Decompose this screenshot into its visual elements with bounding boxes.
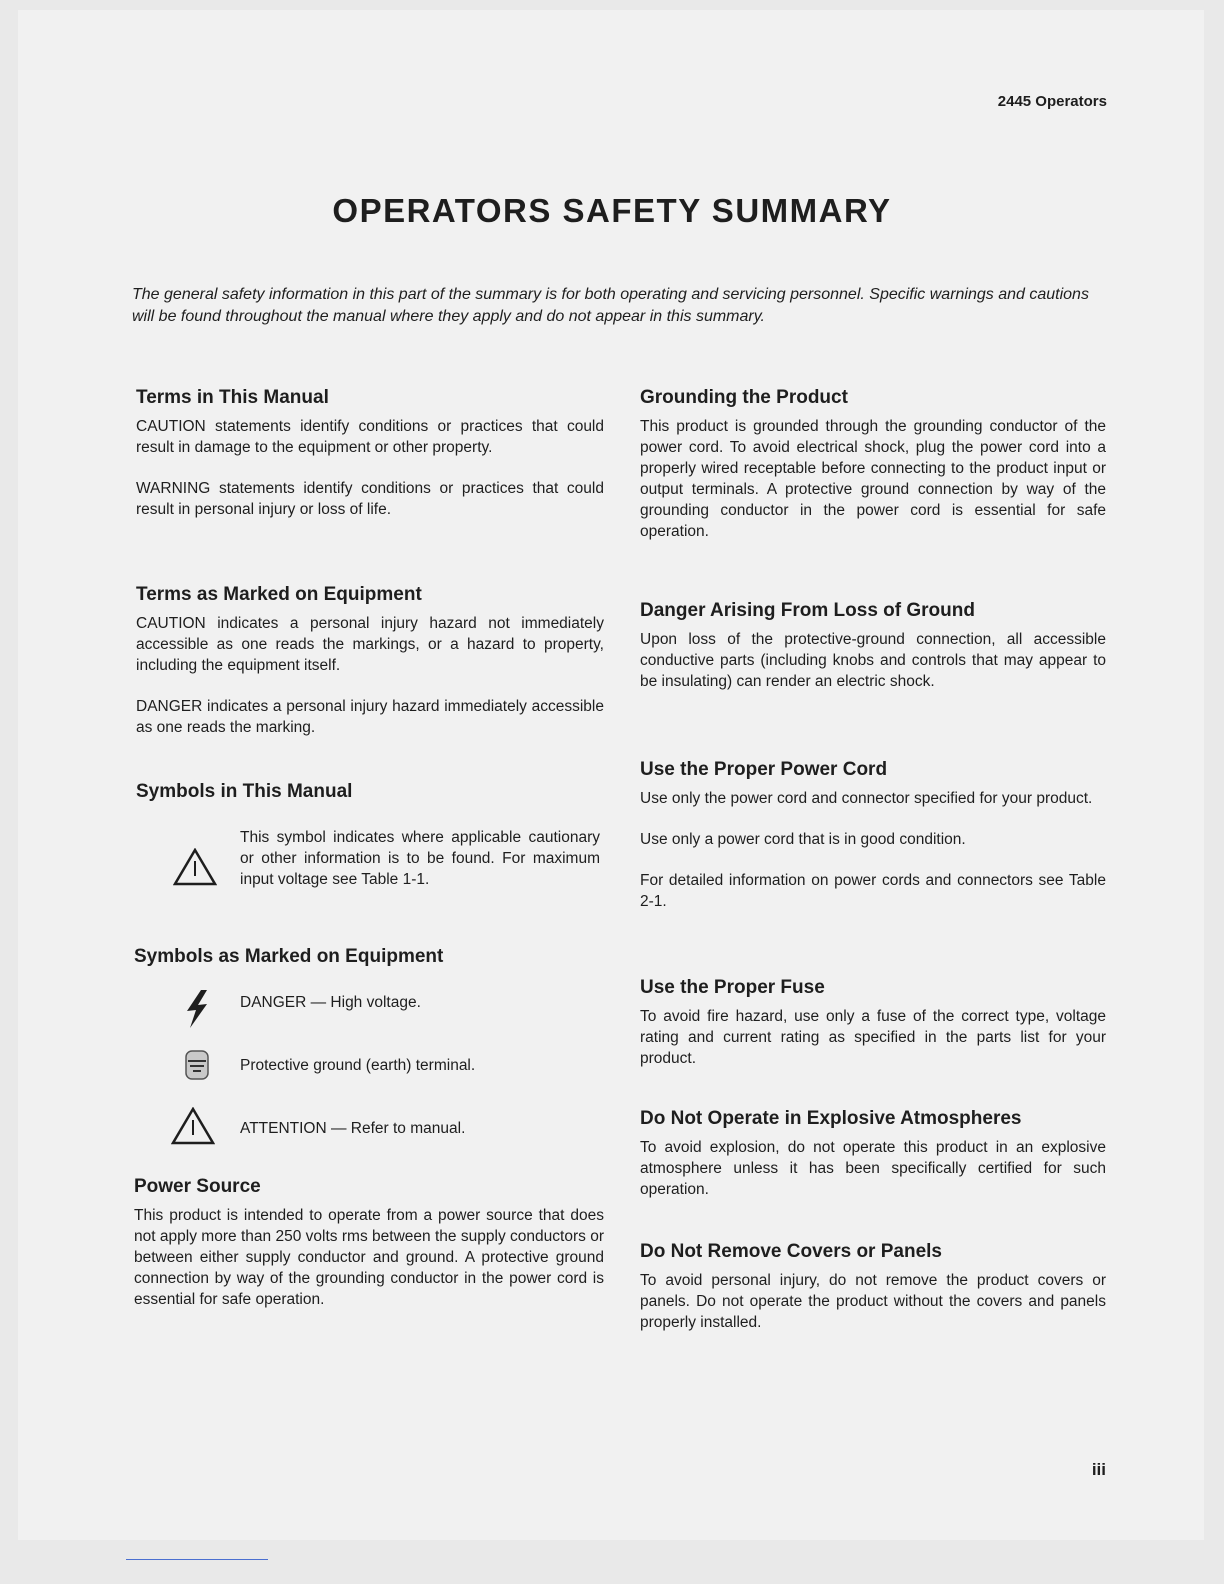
section-symbols-equipment — [134, 945, 602, 1175]
section-heading: Symbols in This Manual — [136, 781, 353, 802]
ground-terminal-label: Protective ground (earth) terminal. — [240, 1057, 476, 1074]
warning-paragraph: WARNING statements identify conditions or practices that could result in personal injury or loss of life. — [136, 480, 604, 518]
attention-label: ATTENTION — Refer to manual. — [240, 1120, 466, 1137]
caution-paragraph: CAUTION indicates a personal injury hazard not immediately accessible as one reads the markings, or a hazard to property, including the equipment itself. — [136, 615, 604, 674]
caution-paragraph: CAUTION statements identify conditions or practices that could result in damage to the equipment or other property. — [136, 418, 604, 456]
danger-high-voltage-label: DANGER — High voltage. — [240, 994, 421, 1011]
section-heading: Use the Proper Fuse — [640, 977, 825, 998]
section-heading: Do Not Operate in Explosive Atmospheres — [640, 1108, 1022, 1129]
section-power-source — [134, 1175, 604, 1310]
document-header: 2445 Operators — [997, 93, 1107, 110]
symbol-description: This symbol indicates where applicable cautionary or other information is to be found. For maximum input voltage see Table 1-1. — [240, 829, 600, 888]
section-heading: Grounding the Product — [640, 387, 848, 408]
danger-ground-paragraph: Upon loss of the protective-ground connection, all accessible conductive parts (including knobs and controls that may appear to be insulating) can render an electric shock. — [640, 631, 1106, 690]
section-heading: Do Not Remove Covers or Panels — [640, 1241, 942, 1262]
power-cord-paragraph: Use only a power cord that is in good condition. — [640, 831, 966, 848]
covers-paragraph: To avoid personal injury, do not remove the product covers or panels. Do not operate the product without the covers and panels properly installed. — [640, 1272, 1106, 1331]
section-terms-equipment — [136, 583, 604, 738]
section-grounding — [640, 386, 1106, 542]
section-power-cord — [640, 758, 1106, 912]
fuse-paragraph: To avoid fire hazard, use only a fuse of the correct type, voltage rating and current rating as specified in the parts list for your product. — [640, 1008, 1106, 1067]
section-heading: Use the Proper Power Cord — [640, 759, 888, 780]
page-number: iii — [1091, 1460, 1106, 1479]
power-cord-paragraph: Use only the power cord and connector specified for your product. — [640, 790, 1093, 807]
section-explosive — [640, 1107, 1106, 1200]
section-symbols-manual — [136, 780, 604, 900]
section-fuse — [640, 976, 1106, 1069]
warning-triangle-icon — [168, 1107, 218, 1145]
lightning-bolt-icon — [172, 989, 222, 1029]
grounding-paragraph: This product is grounded through the grounding conductor of the power cord. To avoid electrical shock, plug the power cord into a properly wired receptable before connecting to the product input or output terminals. A protective ground connection by way of the grounding conductor in the power cord is essential for safe operation. — [640, 418, 1106, 540]
power-cord-paragraph: For detailed information on power cords and connectors see Table 2-1. — [640, 872, 1106, 910]
divider — [126, 1559, 268, 1560]
section-terms-manual — [136, 386, 604, 520]
section-danger-loss-ground — [640, 599, 1106, 692]
intro-paragraph: The general safety information in this part of the summary is for both operating and servicing personnel. Specific warnings and cautions will be found throughout the manual where they apply and do not appear in this summary. — [132, 286, 1089, 325]
explosive-paragraph: To avoid explosion, do not operate this product in an explosive atmosphere unless it has been specifically certified for such operation. — [640, 1139, 1106, 1198]
section-heading: Terms in This Manual — [136, 387, 329, 408]
danger-paragraph: DANGER indicates a personal injury hazard immediately accessible as one reads the marking. — [136, 698, 604, 736]
page-title: OPERATORS SAFETY SUMMARY — [332, 192, 892, 229]
section-heading: Power Source — [134, 1176, 261, 1197]
section-covers — [640, 1240, 1106, 1333]
section-heading: Terms as Marked on Equipment — [136, 584, 422, 605]
section-heading: Symbols as Marked on Equipment — [134, 946, 444, 967]
power-source-paragraph: This product is intended to operate from a power source that does not apply more than 250 volts rms between the supply conductors or between either supply conductor and ground. A protective ground connection by way of the grounding conductor in the power cord is essential for safe operation. — [134, 1207, 604, 1308]
ground-terminal-icon — [172, 1049, 222, 1081]
section-heading: Danger Arising From Loss of Ground — [640, 600, 975, 621]
warning-triangle-icon — [170, 848, 220, 886]
